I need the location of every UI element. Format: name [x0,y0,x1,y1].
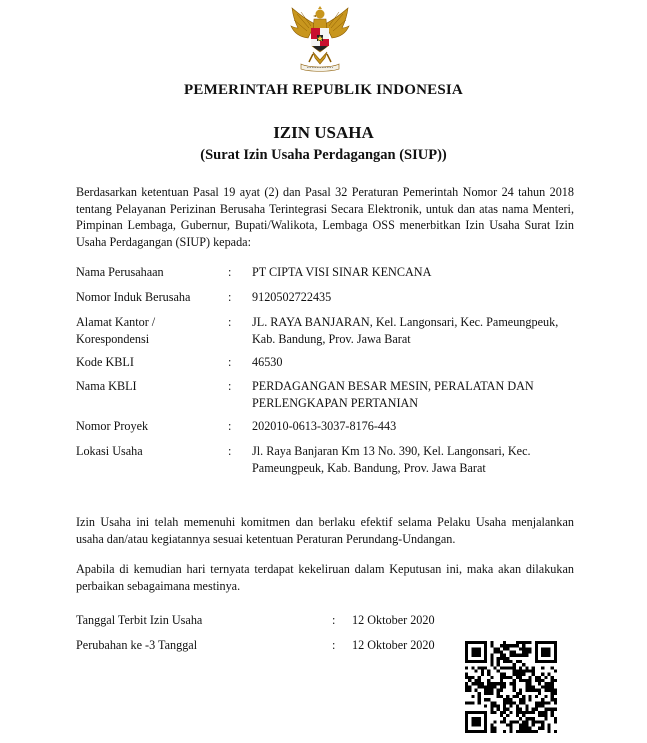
date-separator: : [332,638,336,652]
field-separator: : [228,444,232,458]
field-value: 202010-0613-3037-8176-443 [252,419,397,433]
date-value: 12 Oktober 2020 [352,638,435,652]
field-row-project-number [76,418,396,435]
field-separator: : [228,419,232,433]
field-row-business-id [76,289,331,306]
field-label: Nomor Induk Berusaha [76,290,191,304]
field-row-business-location [76,443,576,476]
field-value: PERDAGANGAN BESAR MESIN, PERALATAN DAN PERLENGKAPAN PERTANIAN [252,379,534,410]
date-row-issued [76,612,435,629]
field-separator: : [228,379,232,393]
field-separator: : [228,355,232,369]
field-row-office-address [76,314,576,347]
intro-paragraph: Berdasarkan ketentuan Pasal 19 ayat (2) dan Pasal 32 Peraturan Pemerintah Nomor 24 tahun 2018 tentang Pelayanan Perizinan Berusaha Terintegrasi Secara Elektronik, untuk dan atas nama Menteri, Pimpinan Lembaga, Gubernur, Bupati/Walikota, Lembaga OSS menerbitkan Izin Usaha Surat Izin Usaha Perdagangan (SIUP) kepada: [76,185,574,249]
field-label: Lokasi Usaha [76,444,143,458]
garuda-emblem-icon [289,6,351,72]
field-row-kbli-code [76,354,282,371]
correction-paragraph: Apabila di kemudian hari ternyata terdapat kekeliruan dalam Keputusan ini, maka akan dilakukan perbaikan sebagaimana mestinya. [76,562,574,593]
document-title: IZIN USAHA [273,123,374,142]
field-label: Nama KBLI [76,379,137,393]
field-row-company-name [76,264,431,281]
date-row-amendment [76,637,435,654]
field-value: PT CIPTA VISI SINAR KENCANA [252,265,432,279]
field-value: 9120502722435 [252,290,332,304]
date-separator: : [332,613,336,627]
field-label: Nama Perusahaan [76,265,164,279]
validity-paragraph: Izin Usaha ini telah memenuhi komitmen dan berlaku efektif selama Pelaku Usaha menjalankan usaha dan/atau kegiatannya sesuai ketentuan Peraturan Perundang-Undangan. [76,515,574,546]
field-separator: : [228,315,232,329]
date-value: 12 Oktober 2020 [352,613,435,627]
document-subtitle: (Surat Izin Usaha Perdagangan (SIUP)) [200,147,447,163]
field-separator: : [228,290,232,304]
date-label: Tanggal Terbit Izin Usaha [76,613,203,627]
field-label: Alamat Kantor / Korespondensi [76,315,156,346]
field-value: Jl. Raya Banjaran Km 13 No. 390, Kel. Langonsari, Kec. Pameungpeuk, Kab. Bandung, Prov. Jawa Barat [252,444,531,475]
field-value: 46530 [252,355,283,369]
date-label: Perubahan ke -3 Tanggal [76,638,198,652]
field-row-kbli-name [76,378,576,411]
field-separator: : [228,265,232,279]
qr-code-icon [465,641,557,733]
field-label: Kode KBLI [76,355,134,369]
field-label: Nomor Proyek [76,419,149,433]
field-value: JL. RAYA BANJARAN, Kel. Langonsari, Kec. Pameungpeuk, Kab. Bandung, Prov. Jawa Barat [252,315,559,346]
government-title: PEMERINTAH REPUBLIK INDONESIA [184,82,463,98]
